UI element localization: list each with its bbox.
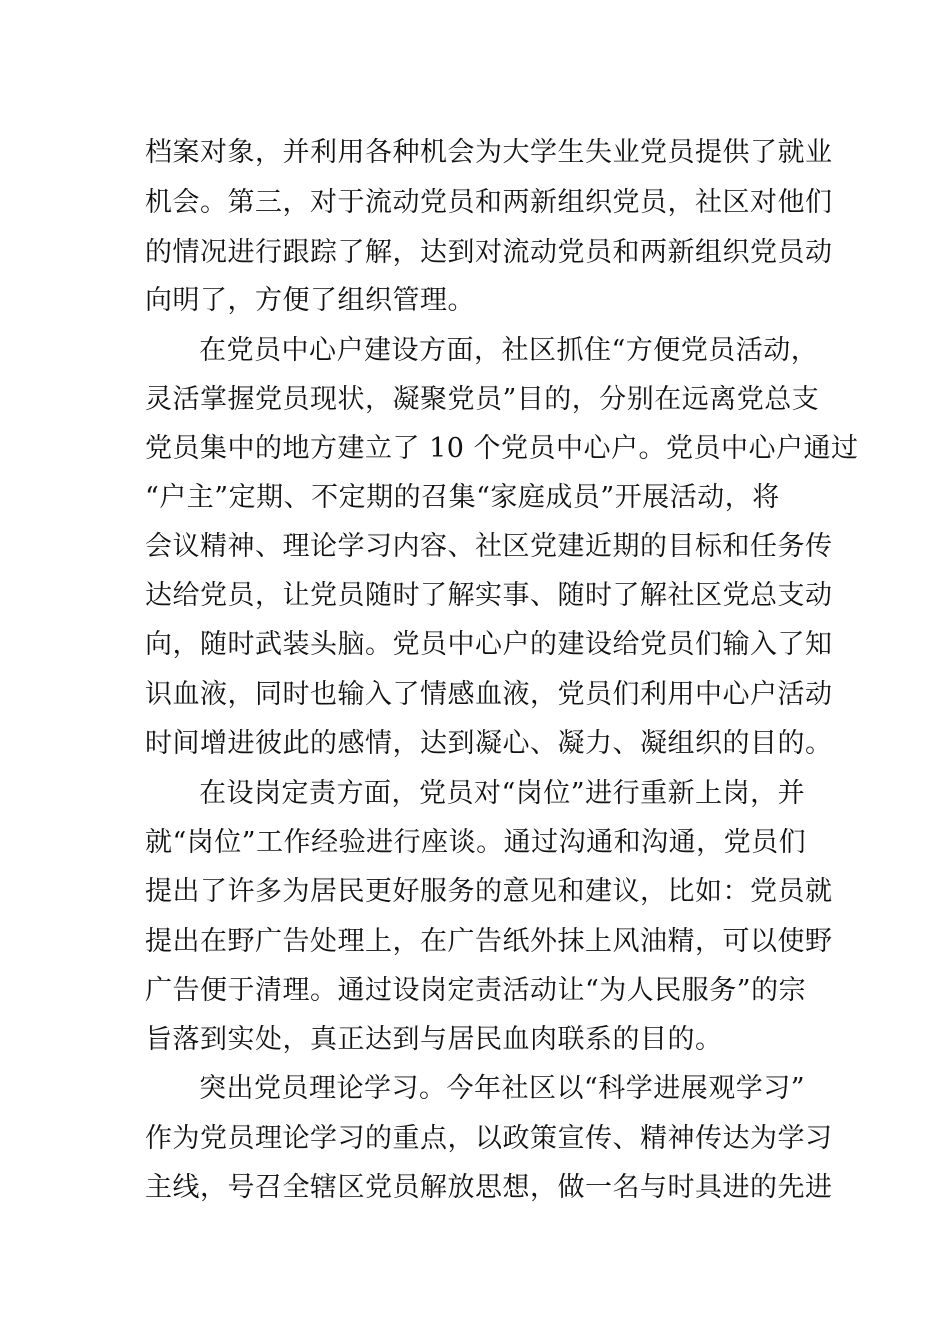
- text-line: 就“岗位”工作经验进行座谈。通过沟通和沟通，党员们: [145, 827, 807, 858]
- text-line: 会议精神、理论学习内容、社区党建近期的目标和任务传: [145, 531, 833, 562]
- paragraph-first-line: 在设岗定责方面，党员对“岗位”进行重新上岗，并: [199, 778, 806, 809]
- text-line: 向明了，方便了组织管理。: [145, 285, 475, 316]
- text-line: 提出在野广告处理上，在广告纸外抹上风油精，可以使野: [145, 926, 833, 957]
- text-line: 主线，号召全辖区党员解放思想，做一名与时具进的先进: [145, 1172, 833, 1203]
- text-line: 党员集中的地方建立了 10 个党员中心户。党员中心户通过: [145, 433, 859, 464]
- text-line: 广告便于清理。通过设岗定责活动让“为人民服务”的宗: [145, 975, 807, 1006]
- text-line: 提出了许多为居民更好服务的意见和建议，比如：党员就: [145, 876, 833, 907]
- text-line: 向，随时武装头脑。党员中心户的建设给党员们输入了知: [145, 629, 833, 660]
- text-line: 达给党员，让党员随时了解实事、随时了解社区党总支动: [145, 580, 833, 611]
- text-line: 的情况进行跟踪了解，达到对流动党员和两新组织党员动: [145, 237, 833, 268]
- text-line: 识血液，同时也输入了情感血液，党员们利用中心户活动: [145, 679, 833, 710]
- text-line: 灵活掌握党员现状，凝聚党员”目的，分别在远离党总支: [145, 384, 820, 415]
- text-line: 作为党员理论学习的重点，以政策宣传、精神传达为学习: [145, 1123, 833, 1154]
- paragraph-first-line: 突出党员理论学习。今年社区以“科学进展观学习”: [199, 1073, 806, 1104]
- text-line: 时间增进彼此的感情，达到凝心、凝力、凝组织的目的。: [145, 728, 833, 759]
- text-line: 旨落到实处，真正达到与居民血肉联系的目的。: [145, 1024, 723, 1055]
- text-line: 档案对象，并利用各种机会为大学生失业党员提供了就业: [145, 137, 833, 168]
- text-line: “户主”定期、不定期的召集“家庭成员”开展活动，将: [145, 482, 780, 513]
- text-line: 机会。第三，对于流动党员和两新组织党员，社区对他们: [145, 187, 833, 218]
- paragraph-first-line: 在党员中心户建设方面，社区抓住“方便党员活动，: [199, 335, 819, 366]
